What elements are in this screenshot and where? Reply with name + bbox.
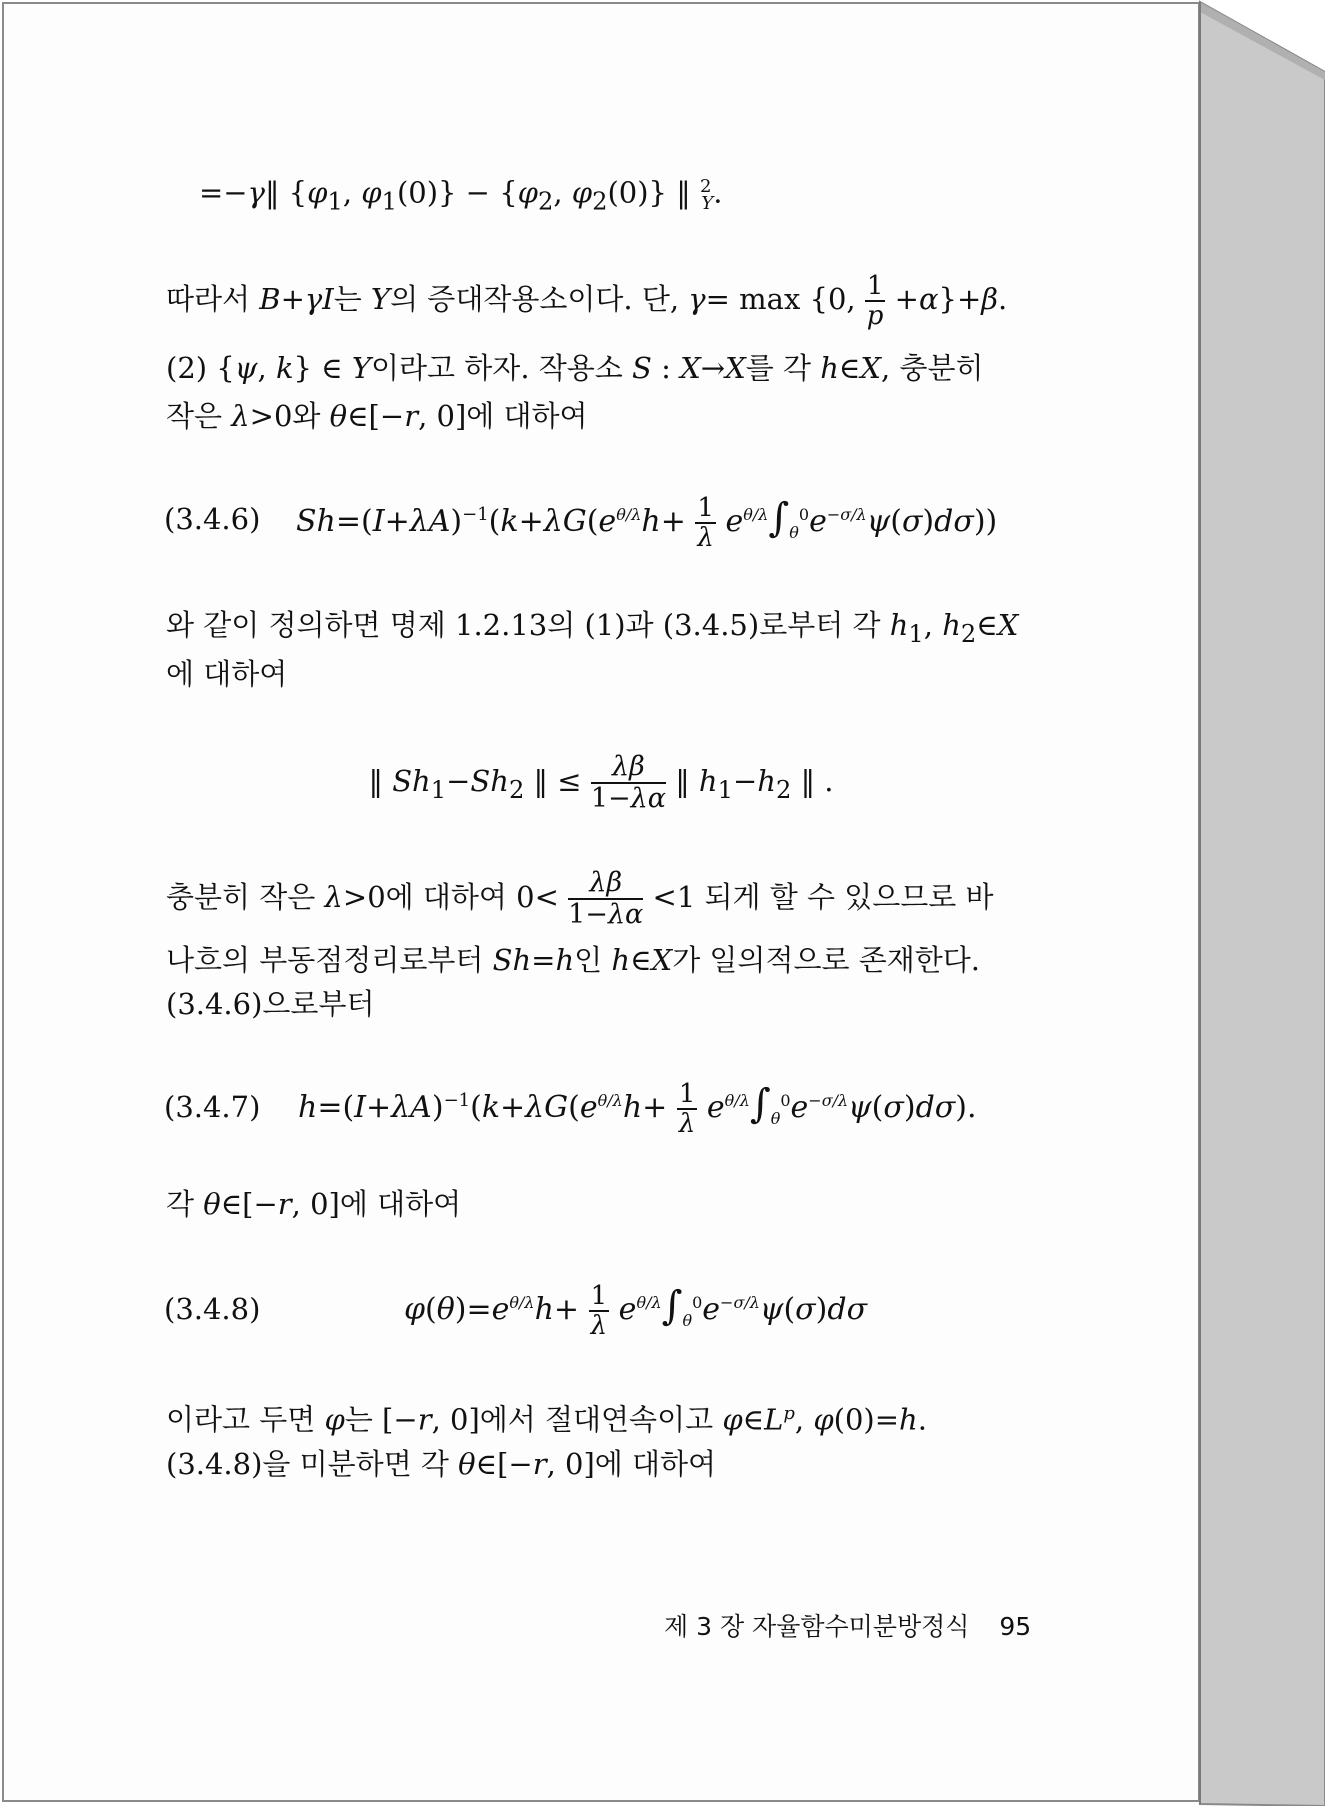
text-line-3: (2) {ψ, k} ∈ Y이라고 하자. 작용소 S : X→X를 각 h∈X, 충분히 [166, 351, 984, 385]
chapter-title: 제 3 장 자율함수미분방정식 [664, 1612, 970, 1641]
text-line-8: 충분히 작은 λ>0에 대하여 0< $\frac{\lambda\beta}{1-\lambda\alpha}$ <1 되게 할 수 있으므로 바 [166, 867, 994, 930]
equation-3-4-8: $\varphi(\theta)=e^{\theta/\lambda}h+$ $\frac{1}{\lambda}$ $e^{\theta/\lambda}\int_\theta^0e^{-\sigma/\lambda}\psi(\sigma)d\sigma$ [404, 1281, 868, 1341]
text-line-9: 나흐의 부동점정리로부터 Sh=h인 h∈X가 일의적으로 존재한다. [166, 943, 980, 977]
equation-label-3-4-6: (3.4.6) [164, 502, 261, 536]
text-line-10: (3.4.6)으로부터 [166, 987, 375, 1021]
equation-label-3-4-7: (3.4.7) [164, 1090, 261, 1124]
text-line-4: 작은 λ>0와 θ∈[−r, 0]에 대하여 [166, 399, 588, 433]
text-line-5: 와 같이 정의하면 명제 1.2.13의 (1)과 (3.4.5)로부터 각 $h_1$, $h_2\in X$ [166, 608, 1019, 648]
text-line-13: (3.4.8)을 미분하면 각 θ∈[−r, 0]에 대하여 [166, 1447, 717, 1481]
text-line-2: 따라서 B+γI는 Y의 증대작용소이다. 단, γ= max {0, $\frac{1}{p}$ +α}+β. [166, 271, 1008, 331]
page-number: 95 [999, 1612, 1032, 1641]
book-page [2, 2, 1200, 1802]
equation-line-norm: =−γ‖ {$\varphi_1$, $\varphi_1(0)\} - \{\varphi_2$, $\varphi_2(0)$} ‖ $^2_Y$. [199, 175, 723, 216]
equation-label-3-4-8: (3.4.8) [164, 1292, 261, 1326]
equation-3-4-6: $Sh=(I+\lambda A)^{-1}(k+\lambda G(e^{\theta/\lambda}h+$ $\frac{1}{\lambda}$ $e^{\theta/\lambda}\int_\theta^0e^{-\sigma/\lambda}\psi(\sigma)d\sigma$)) [296, 493, 998, 553]
text-line-12: 이라고 두면 φ는 [−r, 0]에서 절대연속이고 $\varphi\in L^p$, φ(0)=h. [166, 1402, 927, 1437]
text-line-11: 각 θ∈[−r, 0]에 대하여 [166, 1187, 462, 1221]
inequality-line: ‖ $Sh_1-Sh_2$ ‖ ≤ $\frac{\lambda\beta}{1-\lambda\alpha}$ ‖ $h_1-h_2$ ‖ . [368, 751, 834, 814]
text-line-6: 에 대하여 [166, 657, 288, 691]
page-footer [664, 1607, 1031, 1643]
equation-3-4-7: $h=(I+\lambda A)^{-1}(k+\lambda G(e^{\theta/\lambda}h+$ $\frac{1}{\lambda}$ $e^{\theta/\lambda}\int_\theta^0e^{-\sigma/\lambda}\psi(\sigma)d\sigma$). [298, 1079, 977, 1139]
